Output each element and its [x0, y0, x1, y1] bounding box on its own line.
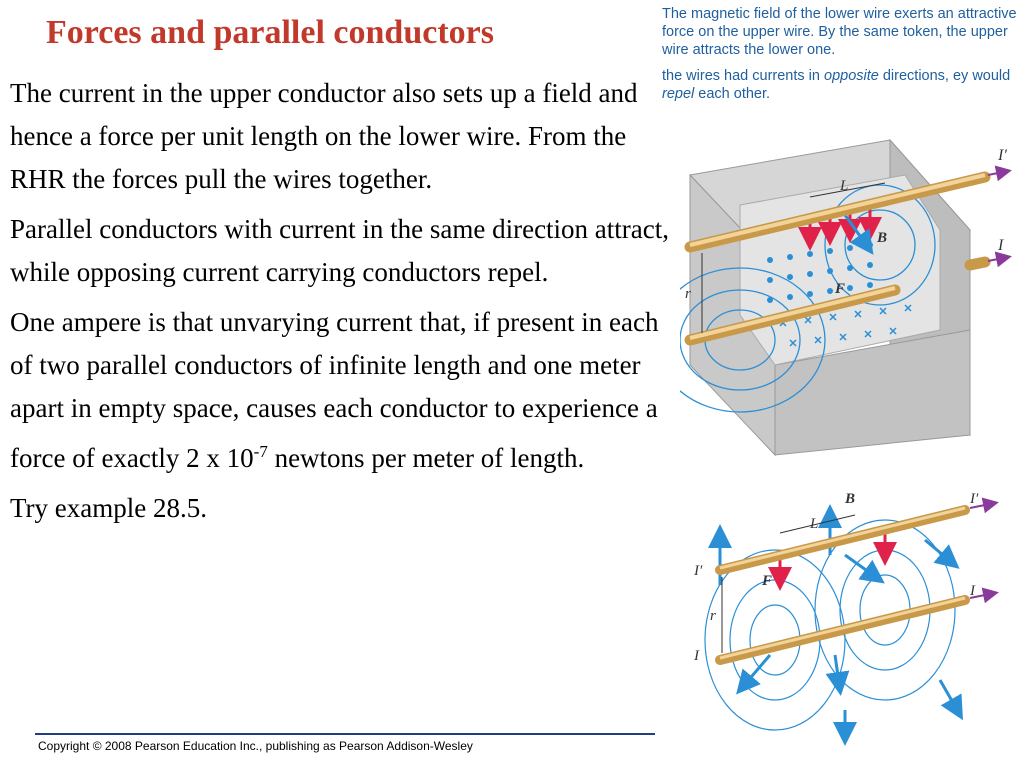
label-current-lower: I — [998, 237, 1004, 254]
upper-current-arrow — [988, 171, 1008, 175]
paragraph-rhr: The current in the upper conductor also sets up a field and hence a force per unit length on the lower wire. From the RHR the forces pull the wires together. — [10, 78, 638, 194]
label-separation: r — [710, 608, 716, 624]
label-current-lower-right: I — [970, 583, 975, 599]
label-field: B — [845, 491, 856, 507]
lower-wire-exit — [970, 262, 985, 265]
paragraph-attract-repel: Parallel conductors with current in the same direction attract, while opposing current carrying conductors repel. — [10, 214, 670, 287]
paragraph-try-example: Try example 28.5. — [10, 493, 207, 523]
upper-wire-highlight — [720, 508, 965, 568]
label-force: F — [835, 281, 846, 297]
label-field: B — [877, 230, 888, 246]
lower-wire — [720, 600, 965, 660]
slide-title: Forces and parallel conductors — [46, 14, 494, 51]
label-current-upper: I′ — [998, 147, 1007, 164]
paragraph-ampere-definition — [10, 301, 672, 480]
caption-repel: the wires had currents in opposite directions, ey would repel each other. — [662, 68, 1011, 102]
ampere-text: One ampere is that unvarying current that, if present in each of two parallel conductors of infinite length and one meter apart in empty space, causes each conductor to experience a force of exactly 2 x 10 — [10, 307, 659, 473]
block-field-diagram — [680, 135, 1024, 465]
label-force: F — [762, 573, 773, 589]
figure-caption — [662, 5, 1022, 111]
slide-body — [10, 72, 672, 537]
label-length: L — [810, 516, 819, 532]
caption-attract: The magnetic field of the lower wire exerts an attractive force on the upper wire. By the same token, the upper wire attracts the lower one. — [662, 6, 1017, 58]
field-lines-diagram — [680, 485, 1024, 768]
label-separation: r — [685, 286, 691, 302]
ampere-exponent: -7 — [253, 442, 268, 461]
label-current-upper-right: I′ — [970, 491, 979, 507]
footer-divider — [35, 733, 655, 735]
label-current-upper-left: I′ — [694, 563, 703, 579]
lower-current-arrow — [988, 257, 1008, 261]
label-length: L — [840, 178, 849, 194]
label-current-lower-left: I — [694, 648, 699, 664]
copyright-footer: Copyright © 2008 Pearson Education Inc., publishing as Pearson Addison-Wesley — [38, 739, 473, 753]
ampere-text-end: newtons per meter of length. — [267, 443, 585, 473]
